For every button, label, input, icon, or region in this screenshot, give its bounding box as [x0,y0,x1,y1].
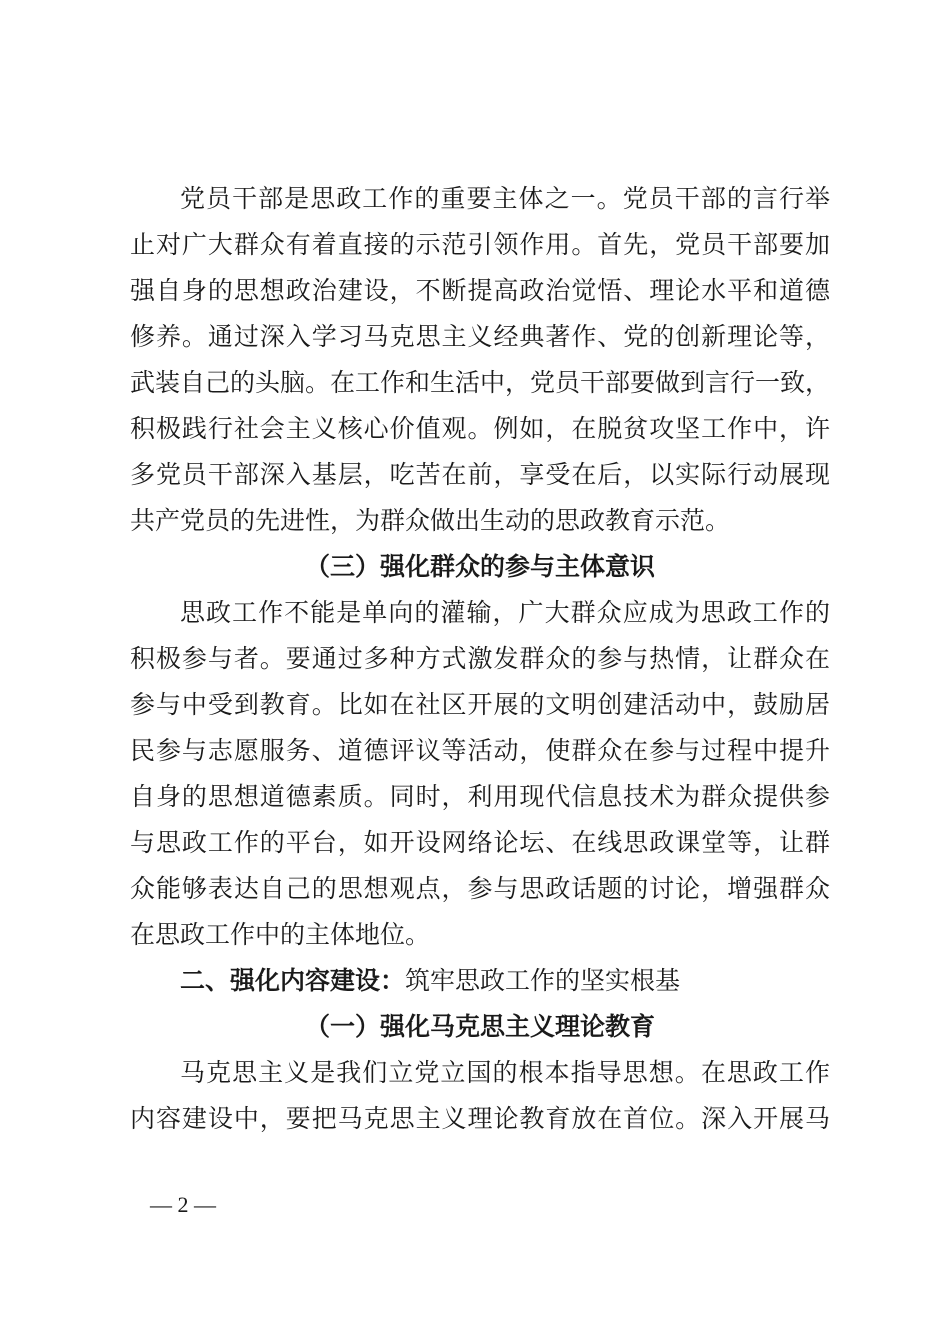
paragraph-line: 止对广大群众有着直接的示范引领作用。首先，党员干部要加 [130,230,830,259]
paragraph-line: 在思政工作中的主体地位。 [130,920,431,949]
paragraph-line: 修养。通过深入学习马克思主义经典著作、党的创新理论等， [130,322,830,351]
chapter-heading [180,958,830,1004]
page-number: — 2 — [150,1192,216,1217]
paragraph-line: 民参与志愿服务、道德评议等活动，使群众在参与过程中提升 [130,736,830,765]
paragraph-line: 多党员干部深入基层，吃苦在前，享受在后，以实际行动展现 [130,460,830,489]
paragraph-line: 积极践行社会主义核心价值观。例如，在脱贫攻坚工作中，许 [130,414,830,443]
section-heading-1: （一）强化马克思主义理论教育 [304,1012,655,1041]
paragraph-line: 思政工作不能是单向的灌输，广大群众应成为思政工作的 [180,598,830,627]
section-heading-3: （三）强化群众的参与主体意识 [304,552,655,581]
paragraph-line: 积极参与者。要通过多种方式激发群众的参与热情，让群众在 [130,644,830,673]
paragraph-line: 参与中受到教育。比如在社区开展的文明创建活动中，鼓励居 [130,690,830,719]
chapter-heading-title: 筑牢思政工作的坚实根基 [405,966,681,995]
paragraph-line: 武装自己的头脑。在工作和生活中，党员干部要做到言行一致， [130,368,831,397]
chapter-heading-label: 二、强化内容建设： [180,966,406,995]
paragraph-line: 马克思主义是我们立党立国的根本指导思想。在思政工作 [180,1058,830,1087]
paragraph-line: 强自身的思想政治建设，不断提高政治觉悟、理论水平和道德 [130,276,830,305]
paragraph-line: 党员干部是思政工作的重要主体之一。党员干部的言行举 [180,184,830,213]
paragraph-line: 众能够表达自己的思想观点，参与思政话题的讨论，增强群众 [130,874,830,903]
paragraph-line: 共产党员的先进性，为群众做出生动的思政教育示范。 [130,506,731,535]
paragraph-line: 自身的思想道德素质。同时，利用现代信息技术为群众提供参 [130,782,830,811]
paragraph-line: 与思政工作的平台，如开设网络论坛、在线思政课堂等，让群 [130,828,830,857]
paragraph-line: 内容建设中，要把马克思主义理论教育放在首位。深入开展马 [130,1104,830,1133]
